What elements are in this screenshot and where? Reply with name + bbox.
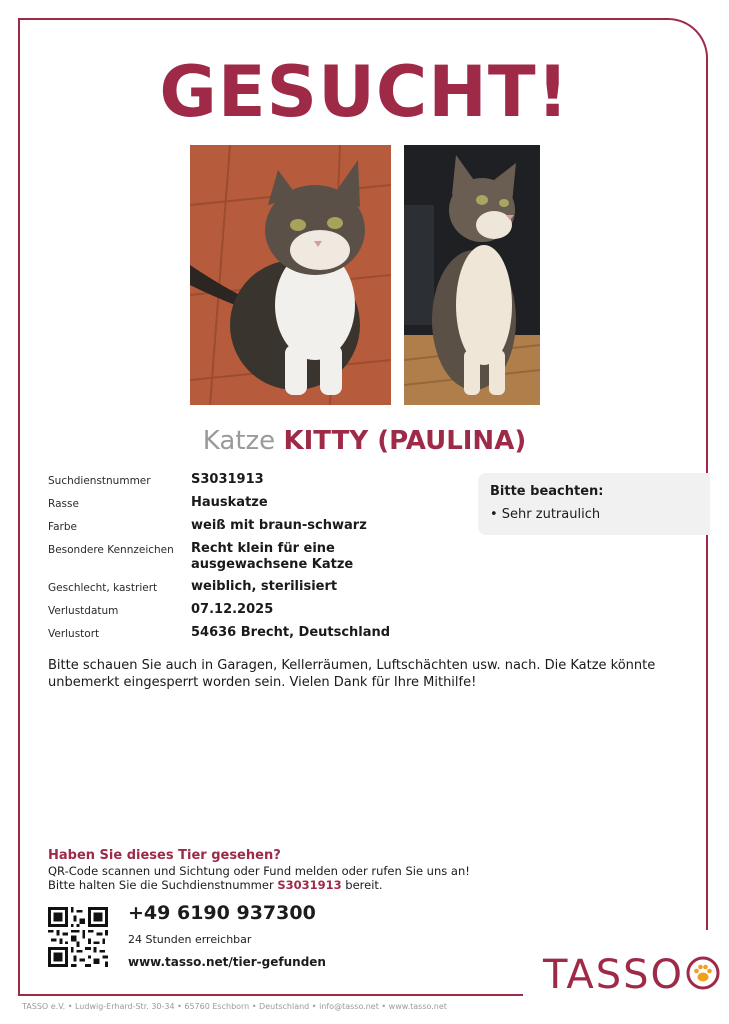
contact-reference-prefix: Bitte halten Sie die Suchdienstnummer	[48, 878, 278, 892]
detail-value: Recht klein für eine ausgewachsene Katze	[191, 541, 354, 572]
contact-instruction: QR-Code scannen und Sichtung oder Fund melden oder rufen Sie uns an!	[48, 864, 470, 878]
detail-label: Suchdienstnummer	[48, 475, 151, 487]
detail-label: Rasse	[48, 498, 79, 510]
pet-name: KITTY (PAULINA)	[283, 426, 527, 456]
tasso-logo	[543, 952, 720, 998]
detail-value: 07.12.2025	[191, 602, 274, 617]
detail-value: Hauskatze	[191, 495, 268, 510]
detail-label: Verlustdatum	[48, 605, 119, 617]
note-item: • Sehr zutraulich	[490, 507, 601, 522]
hotline-availability: 24 Stunden erreichbar	[128, 933, 252, 946]
detail-label: Farbe	[48, 521, 77, 533]
reference-number: S3031913	[277, 878, 342, 892]
contact-reference-suffix: bereit.	[341, 878, 383, 892]
cat-photo-sitting	[190, 145, 391, 405]
report-link[interactable]: www.tasso.net/tier-gefunden	[128, 955, 326, 969]
note-box	[478, 473, 710, 535]
detail-label: Verlustort	[48, 628, 100, 640]
detail-label: Besondere Kennzeichen	[48, 544, 174, 556]
paw-icon	[686, 956, 720, 994]
hotline-phone[interactable]: +49 6190 937300	[128, 902, 316, 924]
detail-value: S3031913	[191, 472, 264, 487]
detail-value: 54636 Brecht, Deutschland	[191, 625, 391, 640]
cat-photo-looking-up	[404, 145, 540, 405]
detail-value: weiß mit braun-schwarz	[191, 518, 367, 533]
detail-label: Geschlecht, kastriert	[48, 582, 158, 594]
pet-species: Katze	[202, 426, 276, 456]
detail-value: weiblich, sterilisiert	[191, 579, 338, 594]
frame-bottom-line	[18, 994, 523, 996]
note-title: Bitte beachten:	[490, 484, 604, 499]
poster-title: GESUCHT!	[159, 51, 570, 133]
contact-title: Haben Sie dieses Tier gesehen?	[48, 848, 281, 863]
contact-reference	[48, 878, 383, 892]
qr-code[interactable]	[48, 907, 108, 967]
pet-name-line	[0, 424, 729, 458]
footer-address: TASSO e.V. • Ludwig-Erhard-Str. 30-34 • 65760 Eschborn • Deutschland • info@tasso.net • www.tasso.net	[22, 1002, 447, 1011]
tasso-logo-text: TASSO	[543, 952, 684, 998]
search-instructions: Bitte schauen Sie auch in Garagen, Kellerräumen, Luftschächten usw. nach. Die Katze könnte unbemerkt eingesperrt worden sein. Vielen Dank für Ihre Mithilfe!	[48, 658, 656, 690]
